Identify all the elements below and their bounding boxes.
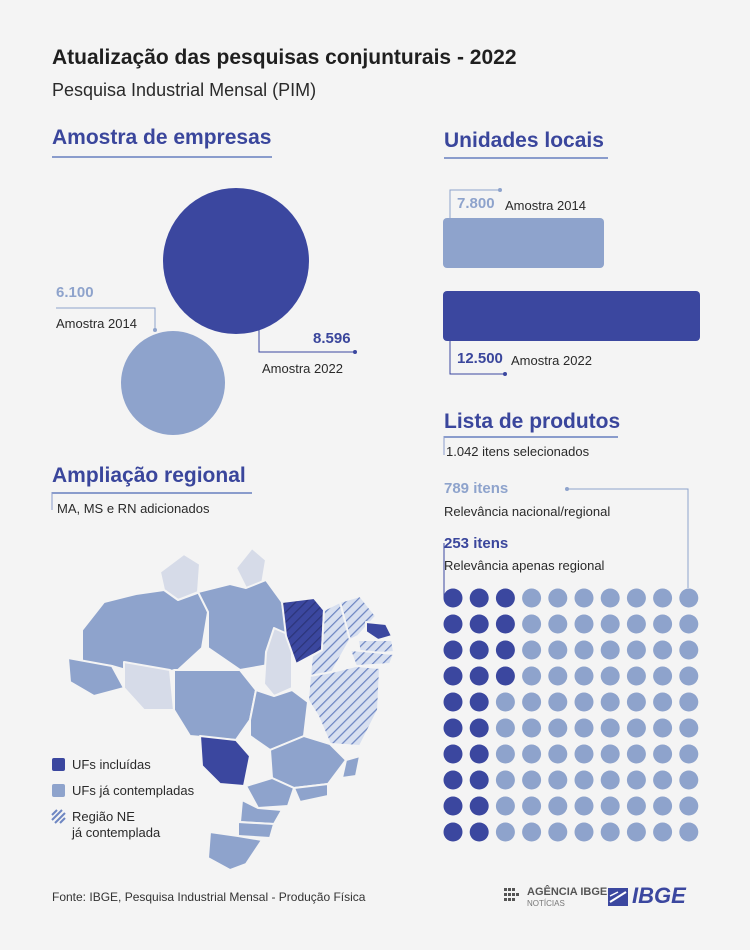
ampliacao-subtitle: MA, MS e RN adicionados <box>57 501 210 516</box>
value-789: 789 itens <box>444 480 509 497</box>
product-dot <box>444 745 463 764</box>
product-dot <box>548 693 567 712</box>
ibge-logo-text: IBGE <box>632 883 686 908</box>
product-dot <box>548 589 567 608</box>
section-title-lista-produtos: Lista de produtos <box>444 410 621 433</box>
product-dot <box>627 823 646 842</box>
lista-subtitle: 1.042 itens selecionados <box>446 444 590 459</box>
product-dot <box>470 589 489 608</box>
product-dot <box>653 797 672 816</box>
section-title-ampliacao-regional: Ampliação regional <box>52 464 246 487</box>
product-dot <box>627 589 646 608</box>
product-dot <box>679 641 698 660</box>
product-dot <box>470 615 489 634</box>
legend-label-ne-line1: Região NE <box>72 809 135 824</box>
product-dot <box>679 719 698 738</box>
product-dot <box>444 615 463 634</box>
product-dot <box>575 667 594 686</box>
product-dot <box>575 797 594 816</box>
label-empresas-2014: Amostra 2014 <box>56 316 137 331</box>
legend-label-incluidas: UFs incluídas <box>72 757 151 772</box>
value-253: 253 itens <box>444 535 509 552</box>
product-dot <box>548 823 567 842</box>
product-dot <box>496 797 515 816</box>
product-dot <box>522 615 541 634</box>
product-dot <box>496 693 515 712</box>
footer-source: Fonte: IBGE, Pesquisa Industrial Mensal - Produção Física <box>52 890 366 904</box>
product-dot <box>601 719 620 738</box>
product-dot <box>601 589 620 608</box>
product-dot <box>522 745 541 764</box>
product-dot <box>575 745 594 764</box>
label-empresas-2022: Amostra 2022 <box>262 361 343 376</box>
product-dot <box>444 589 463 608</box>
product-dot <box>601 745 620 764</box>
section-title-amostra-empresas: Amostra de empresas <box>52 126 272 149</box>
product-dot <box>548 771 567 790</box>
product-dot <box>627 667 646 686</box>
legend-label-contempladas: UFs já contempladas <box>72 783 195 798</box>
product-dot <box>470 771 489 790</box>
section-title-unidades-locais: Unidades locais <box>444 129 604 152</box>
product-dot <box>627 719 646 738</box>
product-dot <box>522 693 541 712</box>
product-dot <box>601 771 620 790</box>
product-dot <box>444 823 463 842</box>
product-dot <box>470 641 489 660</box>
product-dot <box>601 823 620 842</box>
product-dot <box>653 693 672 712</box>
product-dot <box>496 667 515 686</box>
product-dot <box>601 797 620 816</box>
product-dot <box>444 667 463 686</box>
product-dot <box>496 589 515 608</box>
agencia-logo-sub: NOTÍCIAS <box>527 899 565 908</box>
product-dot <box>679 823 698 842</box>
product-dot <box>601 615 620 634</box>
product-dot <box>627 641 646 660</box>
product-dot <box>601 667 620 686</box>
product-dot <box>575 693 594 712</box>
product-dot <box>575 641 594 660</box>
product-dot <box>653 823 672 842</box>
product-dot <box>496 745 515 764</box>
agencia-logo-icon <box>503 885 525 907</box>
value-unidades-2014: 7.800 <box>457 195 495 212</box>
product-dot <box>496 719 515 738</box>
label-253: Relevância apenas regional <box>444 558 605 573</box>
product-dot <box>522 771 541 790</box>
product-dot <box>470 667 489 686</box>
product-dot <box>575 615 594 634</box>
value-empresas-2014: 6.100 <box>56 284 94 301</box>
product-dot <box>496 823 515 842</box>
product-dot <box>627 771 646 790</box>
product-dot <box>548 719 567 738</box>
product-dot <box>444 641 463 660</box>
product-dot <box>679 745 698 764</box>
product-dot <box>522 823 541 842</box>
product-dot <box>548 615 567 634</box>
product-dot <box>679 615 698 634</box>
product-dot <box>444 797 463 816</box>
product-dot <box>575 771 594 790</box>
product-dot <box>548 641 567 660</box>
product-dot <box>496 771 515 790</box>
product-dot <box>627 693 646 712</box>
product-dot <box>522 797 541 816</box>
product-dot <box>470 719 489 738</box>
ibge-logo-icon <box>608 886 630 908</box>
product-dot <box>496 641 515 660</box>
product-dot <box>653 615 672 634</box>
product-dot <box>679 667 698 686</box>
product-dot <box>679 693 698 712</box>
product-dot <box>470 823 489 842</box>
product-dot <box>679 771 698 790</box>
product-dot <box>575 823 594 842</box>
legend-label-ne-line2: já contemplada <box>72 825 161 840</box>
product-dot <box>601 641 620 660</box>
product-dot <box>679 797 698 816</box>
value-empresas-2022: 8.596 <box>313 330 351 347</box>
product-dot <box>653 719 672 738</box>
label-789: Relevância nacional/regional <box>444 504 611 519</box>
product-dot <box>522 667 541 686</box>
product-dot <box>522 641 541 660</box>
value-unidades-2022: 12.500 <box>457 350 503 367</box>
product-dot <box>627 797 646 816</box>
product-dot <box>444 771 463 790</box>
product-dot <box>653 589 672 608</box>
page-subtitle: Pesquisa Industrial Mensal (PIM) <box>52 80 317 100</box>
product-dot <box>679 589 698 608</box>
product-dot <box>496 615 515 634</box>
label-unidades-2022: Amostra 2022 <box>511 353 592 368</box>
product-dot <box>601 693 620 712</box>
product-dot <box>627 745 646 764</box>
product-dot <box>627 615 646 634</box>
product-dot <box>522 719 541 738</box>
product-dot <box>548 667 567 686</box>
agencia-logo-text: AGÊNCIA IBGE <box>527 886 608 898</box>
product-dot <box>653 667 672 686</box>
product-dot <box>653 641 672 660</box>
product-dot <box>653 745 672 764</box>
product-dot <box>470 745 489 764</box>
product-dot <box>548 797 567 816</box>
product-dot <box>470 693 489 712</box>
product-dot <box>653 771 672 790</box>
page-title: Atualização das pesquisas conjunturais - 2022 <box>52 46 517 69</box>
product-dot <box>444 719 463 738</box>
product-dot <box>548 745 567 764</box>
label-unidades-2014: Amostra 2014 <box>505 198 586 213</box>
product-dot <box>470 797 489 816</box>
product-dot <box>575 719 594 738</box>
product-dot <box>444 693 463 712</box>
product-dot <box>522 589 541 608</box>
product-dot <box>575 589 594 608</box>
